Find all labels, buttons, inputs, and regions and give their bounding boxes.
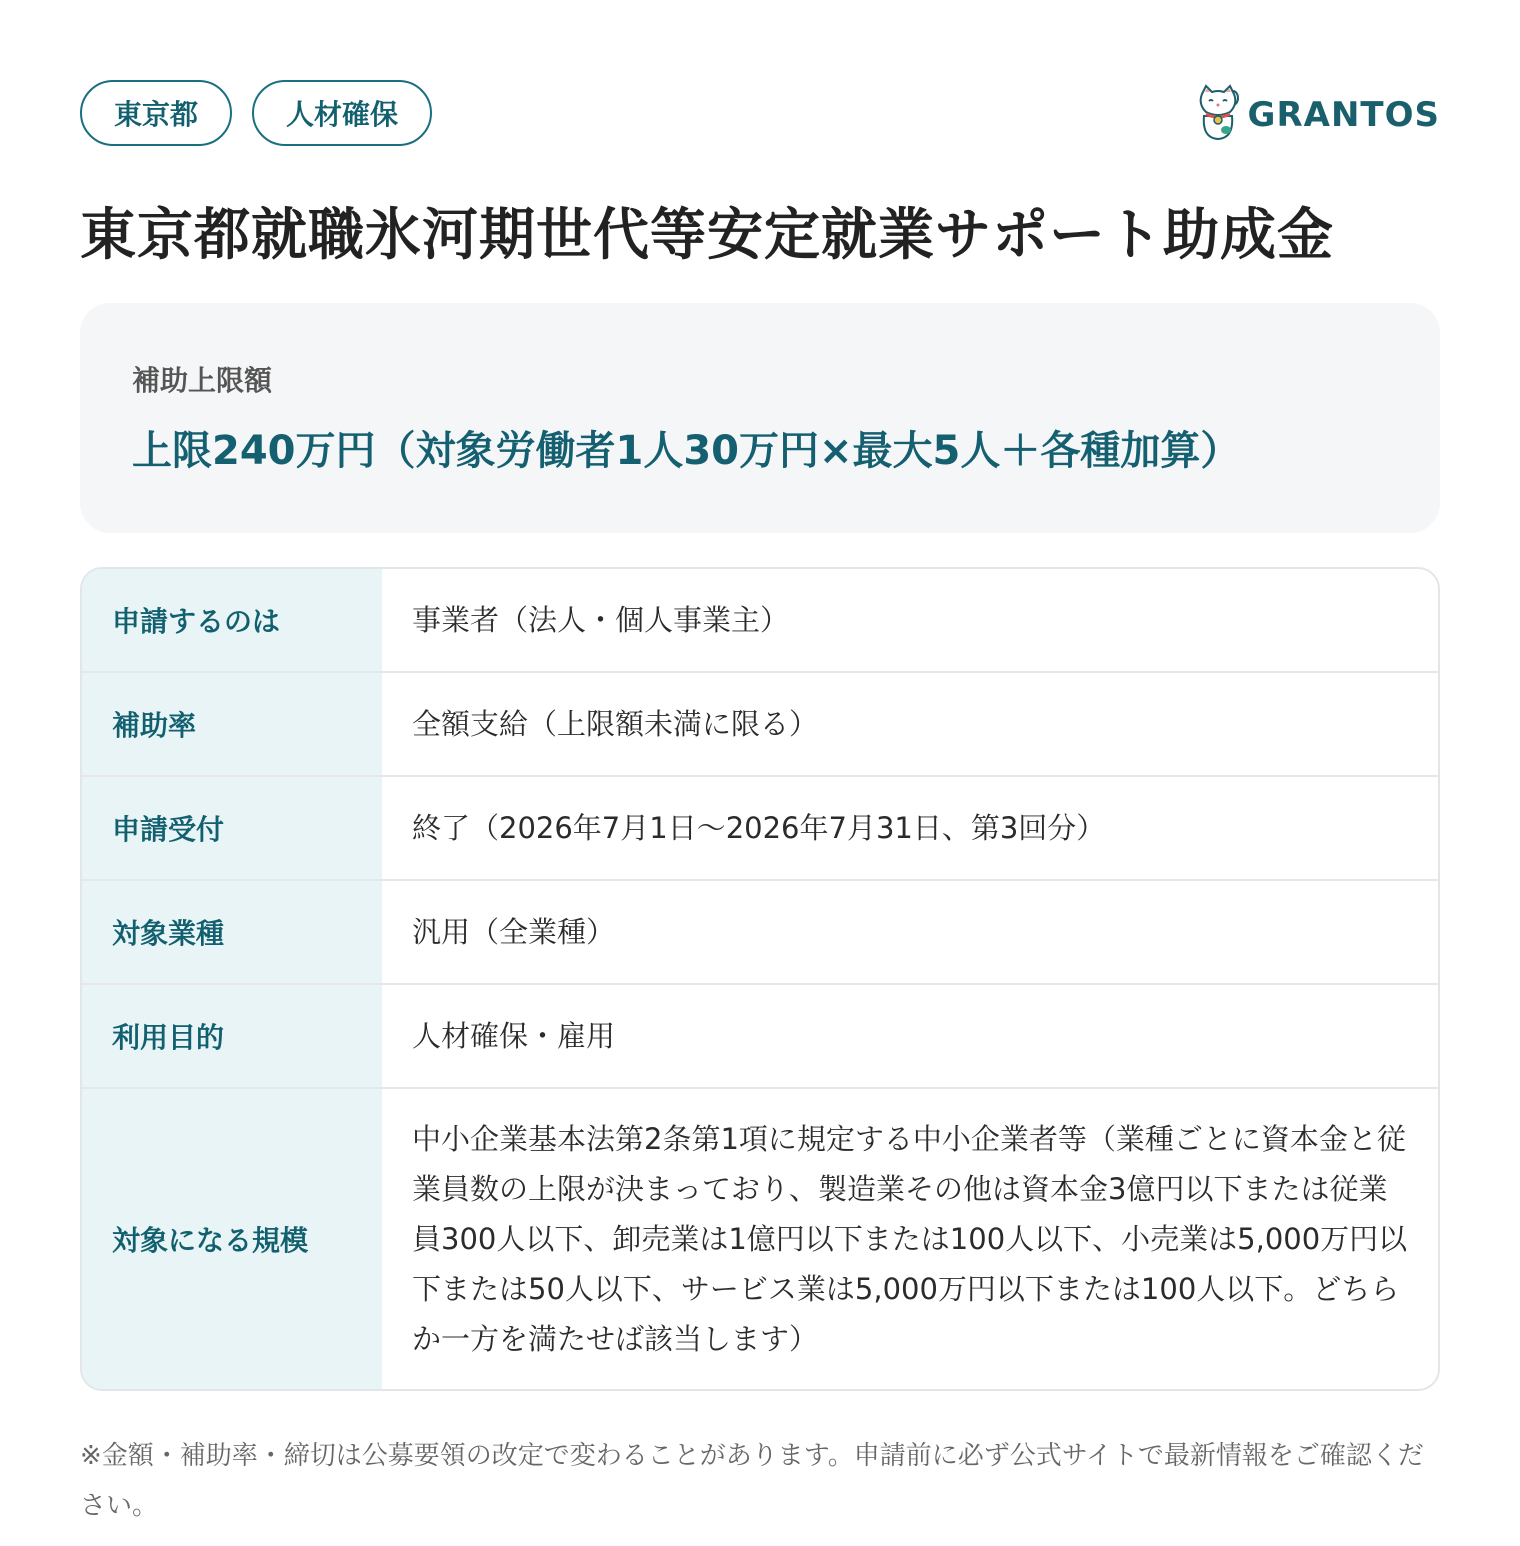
amount-label: 補助上限額	[132, 364, 273, 398]
row-label: 申請するのは	[82, 569, 382, 671]
table-row	[82, 1087, 1438, 1389]
row-label: 補助率	[82, 673, 382, 775]
tag-region[interactable]: 東京都	[80, 80, 232, 146]
row-label: 申請受付	[82, 777, 382, 879]
disclaimer-note: ※金額・補助率・締切は公募要領の改定で変わることがあります。申請前に必ず公式サイトで最新情報をご確認ください。	[80, 1441, 1424, 1522]
table-row	[82, 671, 1438, 775]
amount-card	[80, 303, 1440, 533]
page	[80, 80, 1440, 1531]
brand-logo	[1196, 84, 1440, 146]
table-row	[82, 775, 1438, 879]
row-value: 事業者（法人・個人事業主）	[412, 603, 790, 638]
brand-name: GRANTOS	[1247, 95, 1440, 135]
row-label: 利用目的	[82, 985, 382, 1087]
row-label: 対象になる規模	[82, 1089, 382, 1389]
row-value: 全額支給（上限額未満に限る）	[412, 707, 819, 742]
row-label: 対象業種	[82, 881, 382, 983]
amount-value: 上限240万円（対象労働者1人30万円×最大5人＋各種加算）	[132, 428, 1241, 475]
row-value: 終了（2026年7月1日〜2026年7月31日、第3回分）	[412, 811, 1106, 846]
tag-category[interactable]: 人材確保	[252, 80, 432, 146]
row-value: 人材確保・雇用	[412, 1019, 616, 1054]
table-row	[82, 983, 1438, 1087]
header	[80, 80, 1440, 150]
table-row	[82, 569, 1438, 671]
table-row	[82, 879, 1438, 983]
row-value: 汎用（全業種）	[412, 915, 616, 950]
row-value: 中小企業基本法第2条第1項に規定する中小企業者等（業種ごとに資本金と従業員数の上限が決まっており、製造業その他は資本金3億円以下または従業員300人以下、卸売業は1億円以下または100人以下、小売業は5,000万円以下または50人以下、サービス業は5,000万円以下または100人以下。どちらか一方を満たせば該当します）	[412, 1122, 1408, 1357]
maneki-neko-cat-icon	[1196, 84, 1240, 146]
details-table	[80, 567, 1440, 1391]
page-title: 東京都就職氷河期世代等安定就業サポート助成金	[80, 203, 1334, 268]
